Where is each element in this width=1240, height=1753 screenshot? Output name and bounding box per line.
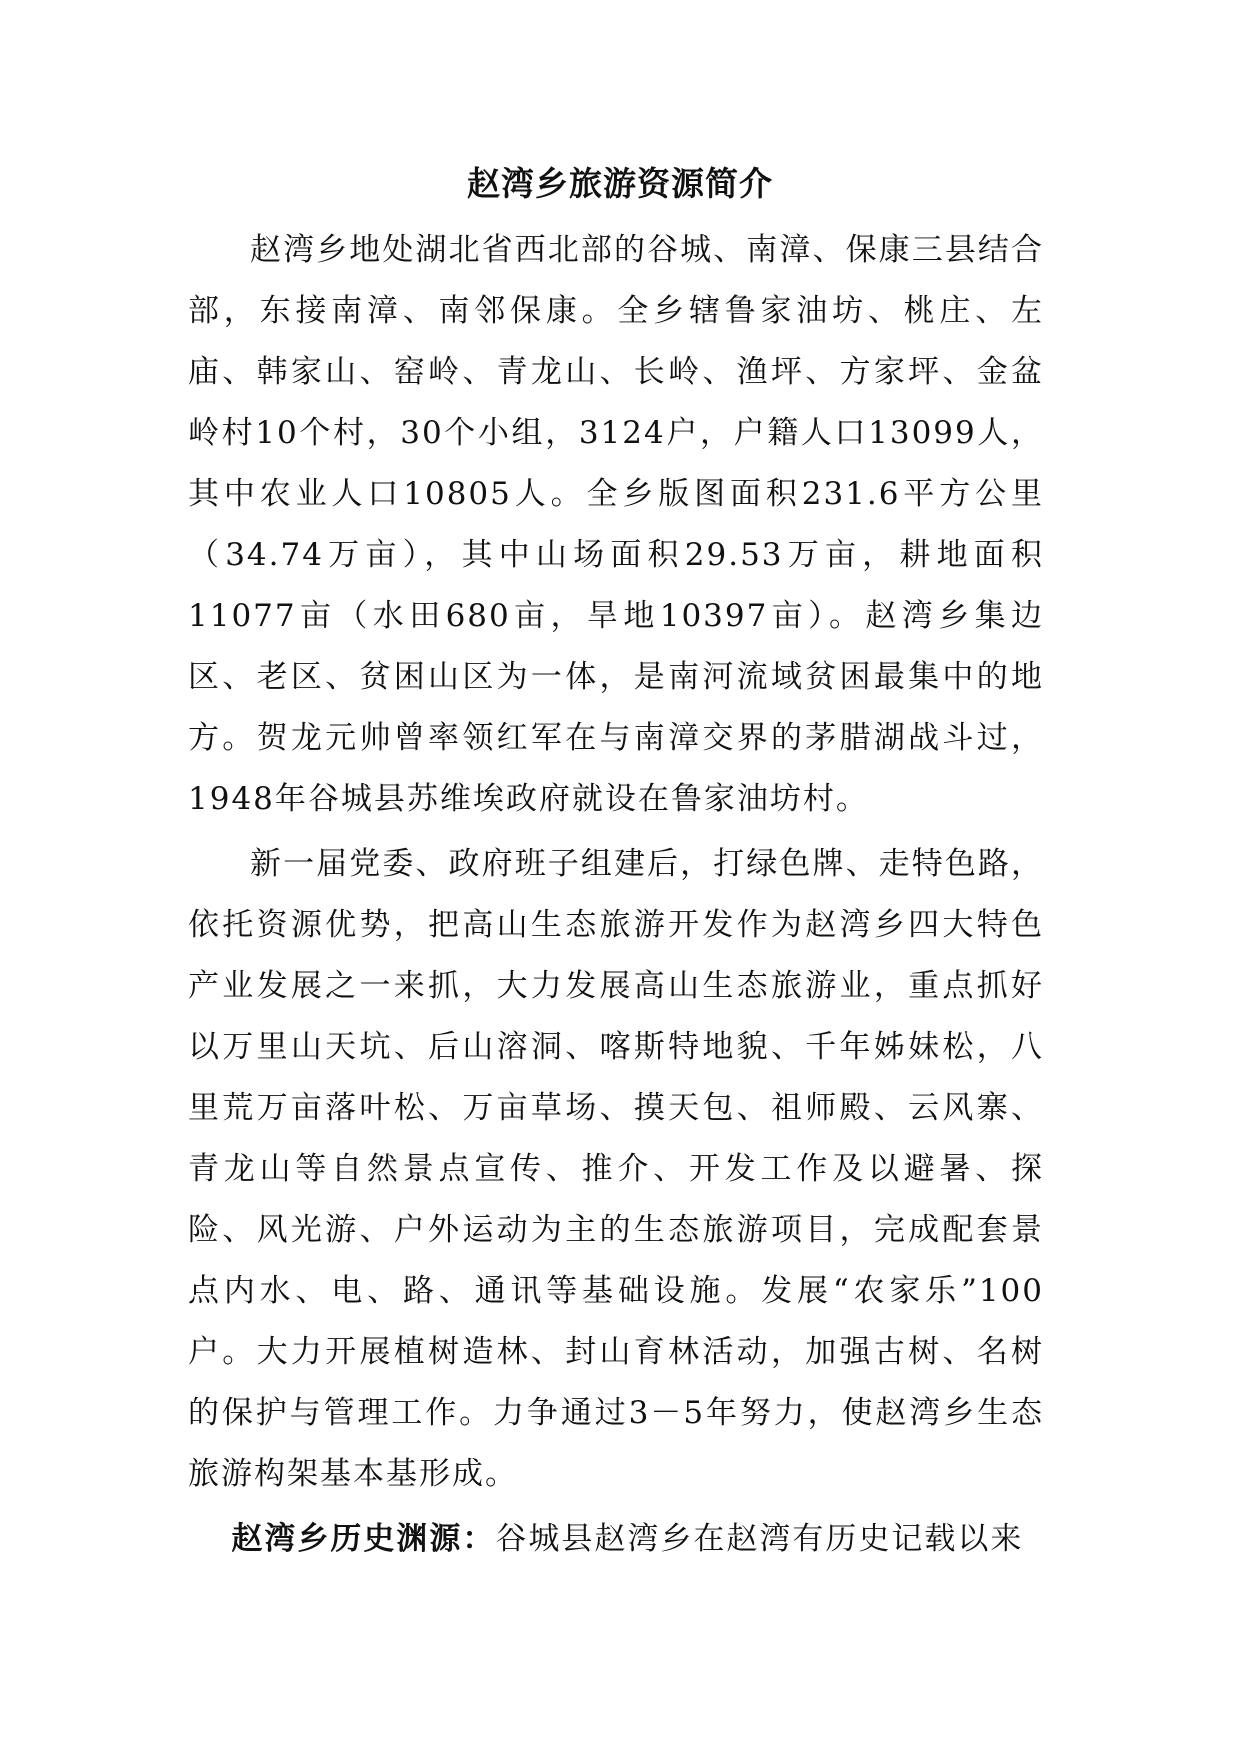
document-body [188, 220, 1044, 1574]
history-heading: 赵湾乡历史渊源： [231, 1521, 496, 1557]
document-title: 赵湾乡旅游资源简介 [467, 164, 773, 203]
intro-paragraph: 赵湾乡地处湖北省西北部的谷城、南漳、保康三县结合部，东接南漳、南邻保康。全乡辖鲁家油坊、桃庄、左庙、韩家山、窑岭、青龙山、长岭、渔坪、方家坪、金盆岭村10个村，30个小组，3124户，户籍人口13099人，其中农业人口10805人。全乡版图面积231.6平方公里（34.74万亩），其中山场面积29.53万亩，耕地面积11077亩（水田680亩，旱地10397亩）。赵湾乡集边区、老区、贫困山区为一体，是南河流域贫困最集中的地方。贺龙元帅曾率领红军在与南漳交界的茅腊湖战斗过，1948年谷城县苏维埃政府就设在鲁家油坊村。 [188, 232, 1044, 817]
history-paragraph [188, 1509, 1044, 1570]
history-text: 谷城县赵湾乡在赵湾有历史记载以来 [495, 1521, 1024, 1557]
development-paragraph: 新一届党委、政府班子组建后，打绿色牌、走特色路，依托资源优势，把高山生态旅游开发作为赵湾乡四大特色产业发展之一来抓，大力发展高山生态旅游业，重点抓好以万里山天坑、后山溶洞、喀斯特地貌、千年姊妹松，八里荒万亩落叶松、万亩草场、摸天包、祖师殿、云风寨、青龙山等自然景点宣传、推介、开发工作及以避暑、探险、风光游、户外运动为主的生态旅游项目，完成配套景点内水、电、路、通讯等基础设施。发展“农家乐”100户。大力开展植树造林、封山育林活动，加强古树、名树的保护与管理工作。力争通过3－5年努力，使赵湾乡生态旅游构架基本基形成。 [188, 846, 1044, 1492]
